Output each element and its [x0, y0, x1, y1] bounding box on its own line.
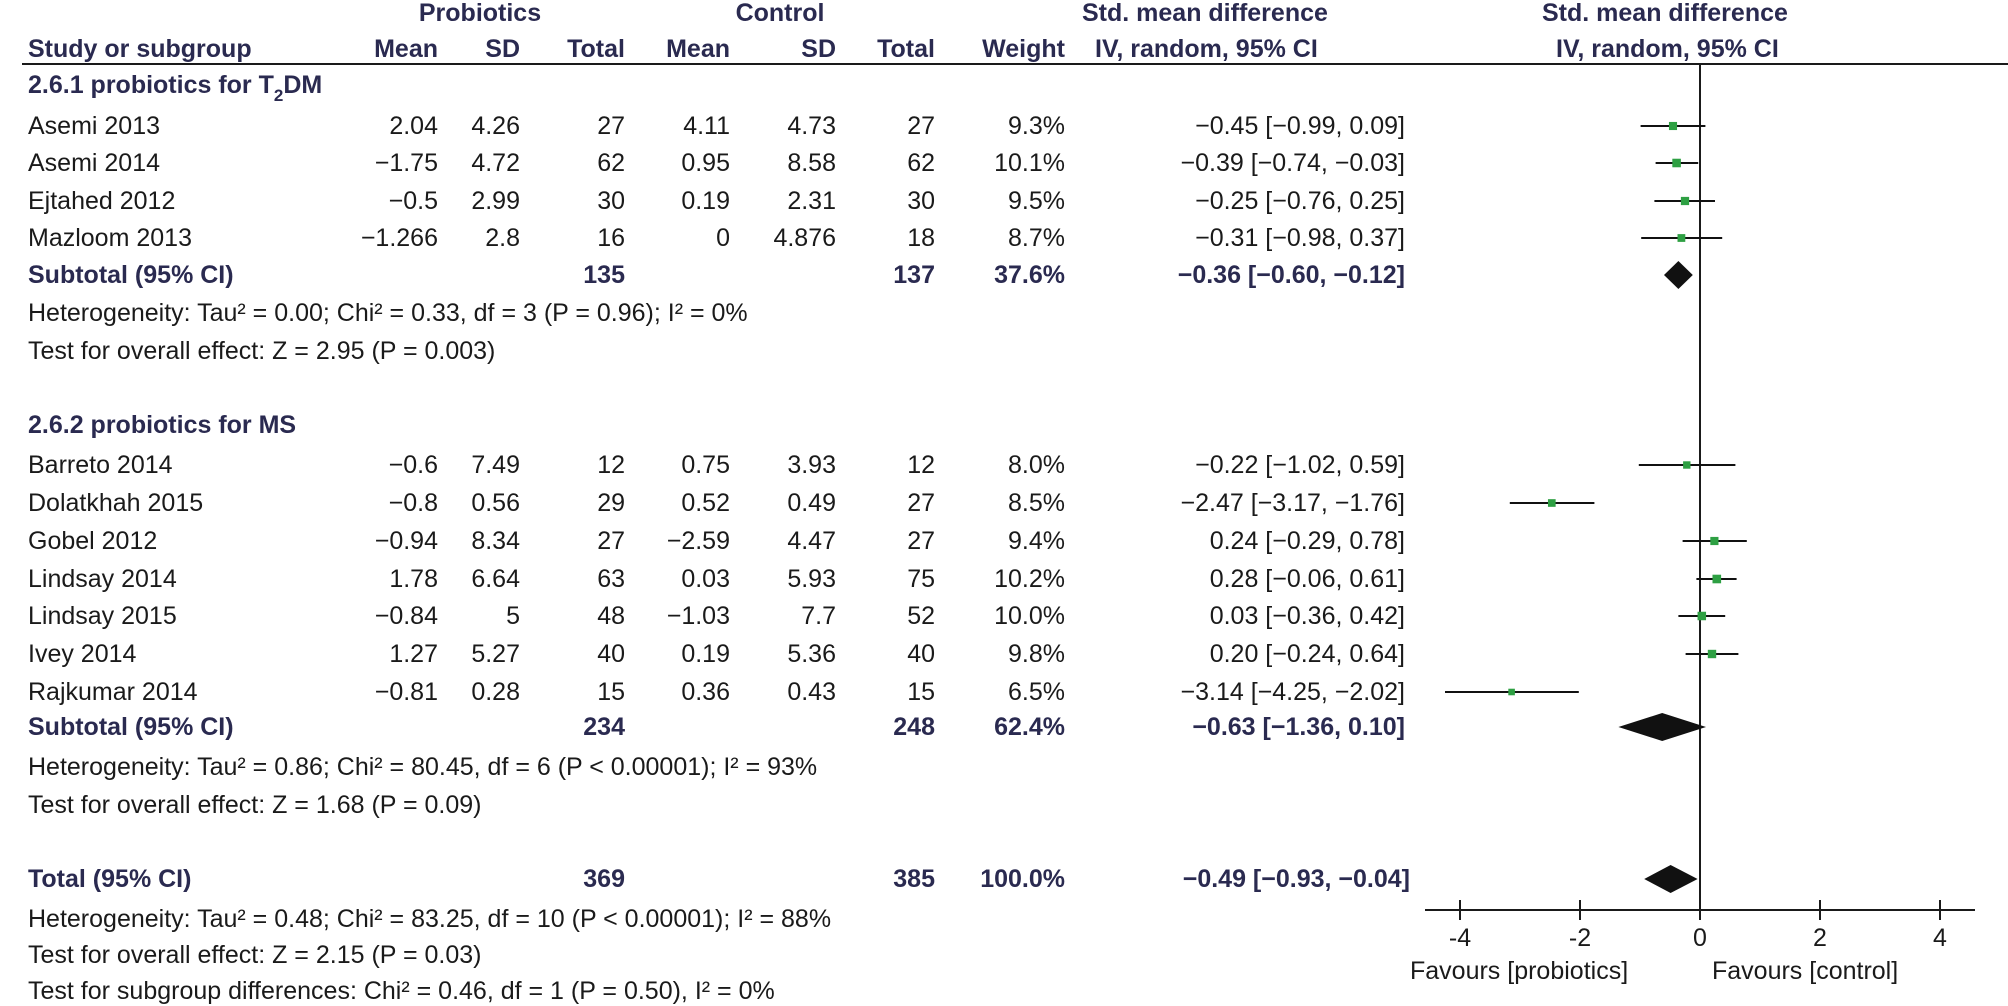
- mean-probiotics: −0.81: [374, 678, 438, 706]
- smd-ci: 0.03 [−0.36, 0.42]: [1209, 602, 1405, 630]
- sd-control: 4.47: [787, 527, 836, 555]
- total-probiotics: 15: [597, 678, 625, 706]
- total-probiotics: 29: [597, 489, 625, 517]
- group-header-control: Control: [735, 0, 825, 27]
- axis-label-right: Favours [control]: [1712, 957, 1899, 985]
- total-control: 62: [907, 149, 935, 177]
- sd-control: 2.31: [787, 187, 836, 215]
- weight: 8.5%: [1008, 489, 1065, 517]
- summary-diamond: [1618, 713, 1706, 741]
- sd-control: 3.93: [787, 451, 836, 479]
- heterogeneity-text: Heterogeneity: Tau² = 0.00; Chi² = 0.33, df = 3 (P = 0.96); I² = 0%: [28, 299, 748, 327]
- plot-marks: [1425, 64, 1975, 952]
- effect-square: [1698, 612, 1707, 621]
- heterogeneity-text: Heterogeneity: Tau² = 0.48; Chi² = 83.25, df = 10 (P < 0.00001); I² = 88%: [28, 905, 832, 933]
- plot-method-header: IV, random, 95% CI: [1556, 35, 1779, 63]
- study-column-header: Study or subgroup: [28, 35, 252, 63]
- sd-control: 8.58: [787, 149, 836, 177]
- total-probiotics: 62: [597, 149, 625, 177]
- study-name: Dolatkhah 2015: [28, 489, 204, 517]
- mean-control: 0.19: [681, 640, 730, 668]
- sd-probiotics: 2.99: [471, 187, 520, 215]
- total-control: 52: [907, 602, 935, 630]
- total-probiotics: 12: [597, 451, 625, 479]
- smd-ci: 0.20 [−0.24, 0.64]: [1209, 640, 1405, 668]
- effect-square: [1681, 197, 1689, 205]
- total-ci: −0.49 [−0.93, −0.04]: [1182, 865, 1410, 893]
- effect-square: [1508, 689, 1515, 696]
- mean-control: −1.03: [666, 602, 730, 630]
- sd-probiotics-header: SD: [485, 35, 520, 63]
- effect-square: [1708, 650, 1716, 658]
- mean-probiotics: −0.5: [388, 187, 438, 215]
- effect-square: [1710, 537, 1718, 545]
- mean-control: 0.52: [681, 489, 730, 517]
- subgroup-title: 2.6.1 probiotics for $T_2DM$: [28, 71, 323, 105]
- total-probiotics: 40: [597, 640, 625, 668]
- weight: 8.7%: [1008, 224, 1065, 252]
- sd-control: 4.876: [773, 224, 836, 252]
- sd-probiotics: 8.34: [471, 527, 520, 555]
- x-tick-label: -4: [1448, 924, 1472, 952]
- total-control: 30: [907, 187, 935, 215]
- subtotal-ci: −0.63 [−1.36, 0.10]: [1192, 713, 1405, 741]
- mean-probiotics: −0.6: [388, 451, 438, 479]
- overall-effect-text: Test for overall effect: Z = 2.95 (P = 0.003): [28, 337, 496, 365]
- study-name: Gobel 2012: [28, 527, 158, 555]
- heterogeneity-text: Heterogeneity: Tau² = 0.86; Chi² = 80.45, df = 6 (P < 0.00001); I² = 93%: [28, 753, 818, 781]
- mean-control-header: Mean: [666, 35, 730, 63]
- smd-ci: −0.31 [−0.98, 0.37]: [1195, 224, 1405, 252]
- mean-probiotics: 1.78: [389, 565, 438, 593]
- mean-probiotics: −0.94: [374, 527, 438, 555]
- mean-probiotics: −1.266: [360, 224, 438, 252]
- x-tick-label: -2: [1568, 924, 1592, 952]
- sd-control: 5.93: [787, 565, 836, 593]
- effect-square: [1669, 122, 1677, 130]
- total-control-header: Total: [877, 35, 935, 63]
- total-control: 27: [907, 527, 935, 555]
- sd-control: 7.7: [801, 602, 836, 630]
- sd-probiotics: 4.72: [471, 149, 520, 177]
- weight: 9.8%: [1008, 640, 1065, 668]
- study-name: Ejtahed 2012: [28, 187, 176, 215]
- effect-square: [1683, 461, 1690, 468]
- weight: 9.5%: [1008, 187, 1065, 215]
- study-name: Asemi 2014: [28, 149, 161, 177]
- total-control: 18: [907, 224, 935, 252]
- total-control: 15: [907, 678, 935, 706]
- mean-control: 0.19: [681, 187, 730, 215]
- mean-control: 0.75: [681, 451, 730, 479]
- sd-control: 0.49: [787, 489, 836, 517]
- x-tick-label: 0: [1693, 924, 1707, 952]
- study-name: Barreto 2014: [28, 451, 173, 479]
- subtotal-label: Subtotal (95% CI): [28, 261, 234, 289]
- total-control: 40: [907, 640, 935, 668]
- sd-probiotics: 0.28: [471, 678, 520, 706]
- subtotal-weight: 37.6%: [994, 261, 1065, 289]
- total-probiotics: 16: [597, 224, 625, 252]
- summary-diamond: [1664, 261, 1693, 289]
- mean-probiotics: −1.75: [374, 149, 438, 177]
- subtotal-weight: 62.4%: [994, 713, 1065, 741]
- mean-control: 0.95: [681, 149, 730, 177]
- sd-control: 4.73: [787, 112, 836, 140]
- sd-probiotics: 5: [506, 602, 520, 630]
- total-probiotics-header: Total: [567, 35, 625, 63]
- subgroup-title: 2.6.2 probiotics for MS: [28, 411, 297, 439]
- smd-ci: 0.28 [−0.06, 0.61]: [1209, 565, 1405, 593]
- weight: 9.3%: [1008, 112, 1065, 140]
- mean-control: 0.03: [681, 565, 730, 593]
- subtotal-ci: −0.36 [−0.60, −0.12]: [1177, 261, 1405, 289]
- effect-square: [1712, 575, 1721, 584]
- mean-control: 4.11: [683, 112, 730, 140]
- smd-ci: −0.45 [−0.99, 0.09]: [1195, 112, 1405, 140]
- mean-control: 0.36: [681, 678, 730, 706]
- group-header-probiotics: Probiotics: [418, 0, 542, 27]
- x-tick-label: 2: [1813, 924, 1827, 952]
- x-tick-label: 4: [1933, 924, 1947, 952]
- sd-control-header: SD: [801, 35, 836, 63]
- weight: 9.4%: [1008, 527, 1065, 555]
- total-probiotics: 30: [597, 187, 625, 215]
- mean-probiotics: 1.27: [389, 640, 438, 668]
- weight-header: Weight: [982, 35, 1065, 63]
- overall-effect-text: Test for overall effect: Z = 1.68 (P = 0.09): [28, 791, 482, 819]
- weight: 6.5%: [1008, 678, 1065, 706]
- sd-probiotics: 7.49: [471, 451, 520, 479]
- total-total-control: 385: [893, 865, 935, 893]
- summary-diamond: [1644, 865, 1697, 893]
- study-name: Mazloom 2013: [28, 224, 192, 252]
- sd-probiotics: 6.64: [471, 565, 520, 593]
- smd-method-header: IV, random, 95% CI: [1095, 35, 1318, 63]
- sd-probiotics: 2.8: [485, 224, 520, 252]
- smd-ci: 0.24 [−0.29, 0.78]: [1209, 527, 1405, 555]
- total-control: 75: [907, 565, 935, 593]
- total-probiotics: 27: [597, 527, 625, 555]
- sd-probiotics: 5.27: [471, 640, 520, 668]
- total-control: 12: [907, 451, 935, 479]
- sd-probiotics: 4.26: [471, 112, 520, 140]
- study-name: Lindsay 2014: [28, 565, 177, 593]
- total-weight: 100.0%: [980, 865, 1065, 893]
- total-control: 27: [907, 489, 935, 517]
- study-name: Rajkumar 2014: [28, 678, 198, 706]
- total-probiotics: 63: [597, 565, 625, 593]
- total-total-probiotics: 369: [583, 865, 625, 893]
- overall-effect-text: Test for overall effect: Z = 2.15 (P = 0.03): [28, 941, 482, 969]
- smd-ci: −2.47 [−3.17, −1.76]: [1180, 489, 1405, 517]
- weight: 10.2%: [994, 565, 1065, 593]
- axis-label-left: Favours [probiotics]: [1410, 957, 1629, 985]
- total-label: Total (95% CI): [28, 865, 192, 893]
- smd-ci: −0.39 [−0.74, −0.03]: [1180, 149, 1405, 177]
- smd-ci: −0.25 [−0.76, 0.25]: [1195, 187, 1405, 215]
- weight: 8.0%: [1008, 451, 1065, 479]
- weight: 10.0%: [994, 602, 1065, 630]
- sd-probiotics: 0.56: [471, 489, 520, 517]
- weight: 10.1%: [994, 149, 1065, 177]
- subtotal-total-probiotics: 135: [583, 261, 625, 289]
- sd-control: 0.43: [787, 678, 836, 706]
- total-control: 27: [907, 112, 935, 140]
- plot-column-title: Std. mean difference: [1542, 0, 1788, 27]
- mean-probiotics: −0.84: [374, 602, 438, 630]
- total-probiotics: 48: [597, 602, 625, 630]
- mean-probiotics: −0.8: [388, 489, 438, 517]
- subtotal-total-control: 248: [893, 713, 935, 741]
- study-name: Lindsay 2015: [28, 602, 177, 630]
- mean-probiotics-header: Mean: [374, 35, 438, 63]
- subtotal-label: Subtotal (95% CI): [28, 713, 234, 741]
- effect-square: [1548, 499, 1556, 507]
- sd-control: 5.36: [787, 640, 836, 668]
- mean-control: −2.59: [666, 527, 730, 555]
- subgroup-differences-text: Test for subgroup differences: Chi² = 0.46, df = 1 (P = 0.50), I² = 0%: [28, 977, 775, 1005]
- smd-ci: −3.14 [−4.25, −2.02]: [1180, 678, 1405, 706]
- study-name: Asemi 2013: [28, 112, 161, 140]
- mean-probiotics: 2.04: [389, 112, 438, 140]
- subtotal-total-probiotics: 234: [583, 713, 625, 741]
- smd-column-title: Std. mean difference: [1082, 0, 1328, 27]
- smd-ci: −0.22 [−1.02, 0.59]: [1195, 451, 1405, 479]
- effect-square: [1678, 234, 1686, 242]
- subtotal-total-control: 137: [893, 261, 935, 289]
- effect-square: [1672, 159, 1681, 168]
- study-name: Ivey 2014: [28, 640, 137, 668]
- mean-control: 0: [716, 224, 730, 252]
- total-probiotics: 27: [597, 112, 625, 140]
